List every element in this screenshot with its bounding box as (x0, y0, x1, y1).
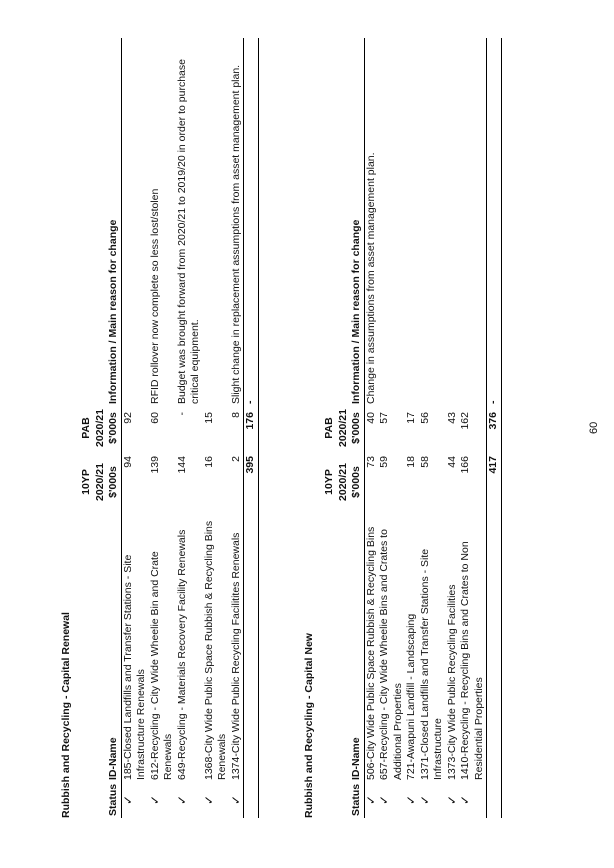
row-10yp: 139 (148, 456, 161, 474)
table-row (203, 38, 230, 818)
col-pab-year: 2020/21 (93, 409, 106, 447)
row-pab: 56 (418, 412, 431, 424)
row-info (419, 38, 446, 406)
capital-renewal-section (58, 38, 259, 818)
row-pab: 40 (364, 412, 377, 424)
total-row (487, 38, 502, 818)
table-row (378, 38, 405, 818)
capital-new-section (301, 38, 502, 818)
row-name: 1368-City Wide Public Space Rubbish & Recycling Bins Renewals (202, 520, 228, 780)
table-row (419, 38, 446, 818)
row-pab: 92 (121, 412, 134, 424)
row-10yp: 166 (459, 456, 471, 474)
row-name: 721-Awapuni Landfill - Landscaping (405, 613, 417, 780)
row-10yp: 16 (202, 456, 215, 468)
row-pab: 60 (148, 412, 161, 424)
row-10yp: 2 (229, 456, 242, 462)
status-tick-icon: ✓ (120, 794, 135, 806)
rotated-page-content (58, 38, 614, 818)
row-name: 612-Recycling - City Wide Wheelie Bin and Crate Renewals (148, 551, 174, 780)
row-10yp: 73 (364, 456, 377, 468)
col-10yp-label: 10YP (80, 469, 92, 495)
col-10yp-year: 2020/21 (93, 463, 106, 501)
status-tick-icon: ✓ (201, 794, 216, 806)
status-tick-icon: ✓ (174, 794, 189, 806)
row-info (446, 38, 460, 406)
row-10yp: 94 (121, 456, 134, 468)
row-pab: 8 (229, 412, 242, 418)
col-pab-label: PAB (323, 417, 335, 439)
table-row (459, 38, 487, 818)
col-name-header: ID-Name (107, 514, 121, 782)
row-10yp: 144 (175, 456, 188, 474)
status-tick-icon: ✓ (147, 794, 162, 806)
col-pab-unit: $'000s (350, 406, 364, 450)
row-name: 1373-City Wide Public Recycling Facilities (445, 584, 458, 780)
status-tick-icon: ✓ (458, 794, 472, 806)
row-info (405, 38, 419, 406)
section-title: Rubbish and Recycling - Capital New (303, 633, 315, 818)
table-row (149, 38, 176, 818)
row-pab: 43 (445, 412, 458, 424)
row-10yp: 58 (418, 456, 431, 468)
col-name-header: ID-Name (350, 514, 364, 782)
row-name: 1371-Closed Landfills and Transfer Stations - Site Infrastructure (418, 548, 444, 780)
total-10yp: 417 (487, 450, 502, 514)
status-tick-icon: ✓ (404, 794, 418, 806)
total-pab: 176 (244, 406, 259, 450)
row-pab: 17 (405, 412, 417, 424)
row-name: 657-Recycling - City Wide Wheelie Bins and Crates to Additional Properties (378, 529, 404, 780)
col-10yp-unit: $'000s (350, 450, 364, 514)
row-info: RFID rollover now complete so less lost/stolen (148, 188, 161, 404)
table-row (176, 38, 203, 818)
col-pab-unit: $'000s (107, 406, 121, 450)
status-tick-icon: ✓ (377, 794, 391, 806)
status-tick-icon: ✓ (363, 794, 378, 806)
total-10yp: 395 (244, 450, 259, 514)
row-info (121, 38, 149, 406)
row-info (203, 38, 230, 406)
row-name: 185-Closed Landfills and Transfer Stations - Site Infrastructure Renewals (121, 554, 147, 780)
col-pab-label: PAB (80, 417, 92, 439)
capital-renewal-table (80, 38, 259, 818)
row-pab: 162 (459, 412, 471, 430)
col-10yp-year: 2020/21 (336, 463, 349, 501)
page-number: 60 (588, 421, 600, 434)
col-status-header: Status (107, 783, 119, 816)
row-10yp: 59 (378, 456, 390, 468)
row-pab: 15 (202, 412, 215, 424)
row-info: Slight change in replacement assumptions from asset management plan. (229, 64, 242, 404)
status-tick-icon: ✓ (444, 794, 459, 806)
row-10yp: 44 (445, 456, 458, 468)
table-row (121, 38, 149, 818)
status-tick-icon: ✓ (228, 794, 243, 806)
table-row (230, 38, 244, 818)
col-status-header: Status (350, 783, 362, 816)
row-pab: 57 (378, 412, 390, 424)
row-info (378, 38, 405, 406)
total-info: - (244, 38, 259, 406)
section-title: Rubbish and Recycling - Capital Renewal (60, 612, 72, 818)
row-pab: - (175, 412, 188, 416)
total-info: - (487, 38, 502, 406)
col-10yp-label: 10YP (323, 469, 335, 495)
total-pab: 376 (487, 406, 502, 450)
table-row (364, 38, 378, 818)
col-info-header: Information / Main reason for change (350, 38, 364, 406)
table-row (446, 38, 460, 818)
row-name: 1374-City Wide Public Recycling Facilitites Renewals (229, 532, 242, 780)
row-name: 1410-Recycling - Recycling Bins and Crates to Non Residential Properties (459, 541, 485, 780)
row-name: 506-City Wide Public Space Rubbish & Recycling Bins (364, 526, 377, 780)
row-info: Budget was brought forward from 2020/21 to 2019/20 in order to purchase critical equipment. (175, 59, 201, 404)
row-name: 649-Recycling - Materials Recovery Facility Renewals (175, 529, 188, 780)
col-info-header: Information / Main reason for change (107, 38, 121, 406)
row-info: Change in assumptions from asset management plan. (364, 152, 377, 404)
capital-new-table (323, 38, 502, 818)
table-row (405, 38, 419, 818)
total-row (244, 38, 259, 818)
row-10yp: 18 (405, 456, 417, 468)
col-pab-year: 2020/21 (336, 409, 349, 447)
col-10yp-unit: $'000s (107, 450, 121, 514)
row-info (459, 38, 487, 406)
status-tick-icon: ✓ (417, 794, 432, 806)
